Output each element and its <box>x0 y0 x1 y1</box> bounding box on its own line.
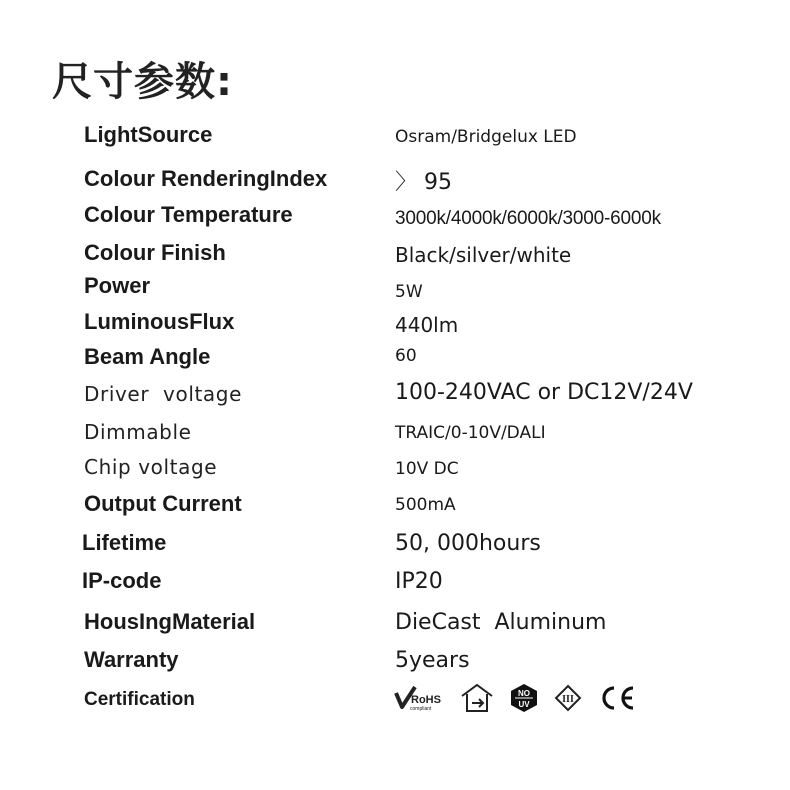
spec-value: 50, 000hours <box>395 531 541 556</box>
class-iii-text: III <box>562 694 574 705</box>
spec-value: 500mA <box>395 495 456 515</box>
rohs-text: RoHS <box>411 694 441 706</box>
spec-label: LuminousFlux <box>84 309 235 334</box>
no-uv-icon <box>509 683 539 713</box>
spec-row-light-source <box>0 122 790 152</box>
spec-label: Colour Finish <box>84 240 226 265</box>
ce-icon <box>597 683 637 713</box>
spec-value: TRAIC/0-10V/DALI <box>395 423 546 443</box>
spec-label: Certification <box>84 689 195 710</box>
spec-row-dimmable <box>0 420 790 450</box>
spec-label: Lifetime <box>82 530 167 555</box>
spec-label: IP-code <box>82 568 162 593</box>
spec-label: LightSource <box>84 122 213 147</box>
spec-row-output-current <box>0 491 790 521</box>
page-title: 尺寸参数: <box>52 59 233 105</box>
spec-label: Dimmable <box>84 420 192 444</box>
spec-row-cri <box>0 166 790 196</box>
spec-row-housing-material <box>0 609 790 639</box>
spec-value: Osram/Bridgelux LED <box>395 127 577 147</box>
spec-label: Power <box>84 273 151 298</box>
spec-value: 5years <box>395 648 470 673</box>
spec-label: Chip voltage <box>84 455 218 479</box>
spec-value: 〉 95 <box>395 170 452 195</box>
class-iii-icon <box>553 683 583 713</box>
spec-row-ip-code <box>0 568 790 598</box>
certification-icons <box>393 683 637 713</box>
spec-row-warranty <box>0 647 790 677</box>
spec-value: 5W <box>395 282 423 302</box>
indoor-use-icon <box>459 683 495 713</box>
spec-value: 100-240VAC or DC12V/24V <box>395 380 693 405</box>
spec-label: HousIngMaterial <box>84 609 256 634</box>
no-uv-top-text: NO <box>518 689 530 698</box>
rohs-icon <box>393 683 445 713</box>
spec-value: IP20 <box>395 569 443 594</box>
spec-row-power <box>0 273 790 303</box>
spec-value: 3000k/4000k/6000k/3000-6000k <box>395 208 661 229</box>
spec-value: 440lm <box>395 313 459 337</box>
spec-label: Warranty <box>84 647 179 672</box>
spec-label: Output Current <box>84 491 242 516</box>
spec-row-driver-voltage <box>0 382 790 412</box>
spec-value: Black/silver/white <box>395 243 572 267</box>
spec-row-colour-finish <box>0 240 790 270</box>
spec-label: Colour RenderingIndex <box>84 166 328 191</box>
spec-row-beam-angle <box>0 344 790 374</box>
spec-value: 60 <box>395 346 417 366</box>
spec-value: DieCast Aluminum <box>395 610 607 635</box>
spec-label: Driver voltage <box>84 382 242 406</box>
spec-label: Colour Temperature <box>84 202 293 227</box>
spec-row-luminous-flux <box>0 309 790 339</box>
spec-row-colour-temperature <box>0 202 790 232</box>
no-uv-bottom-text: UV <box>518 700 530 709</box>
rohs-sub-text: compliant <box>410 706 432 712</box>
spec-row-chip-voltage <box>0 455 790 485</box>
spec-label: Beam Angle <box>84 344 211 369</box>
spec-row-lifetime <box>0 530 790 560</box>
spec-value: 10V DC <box>395 459 459 479</box>
